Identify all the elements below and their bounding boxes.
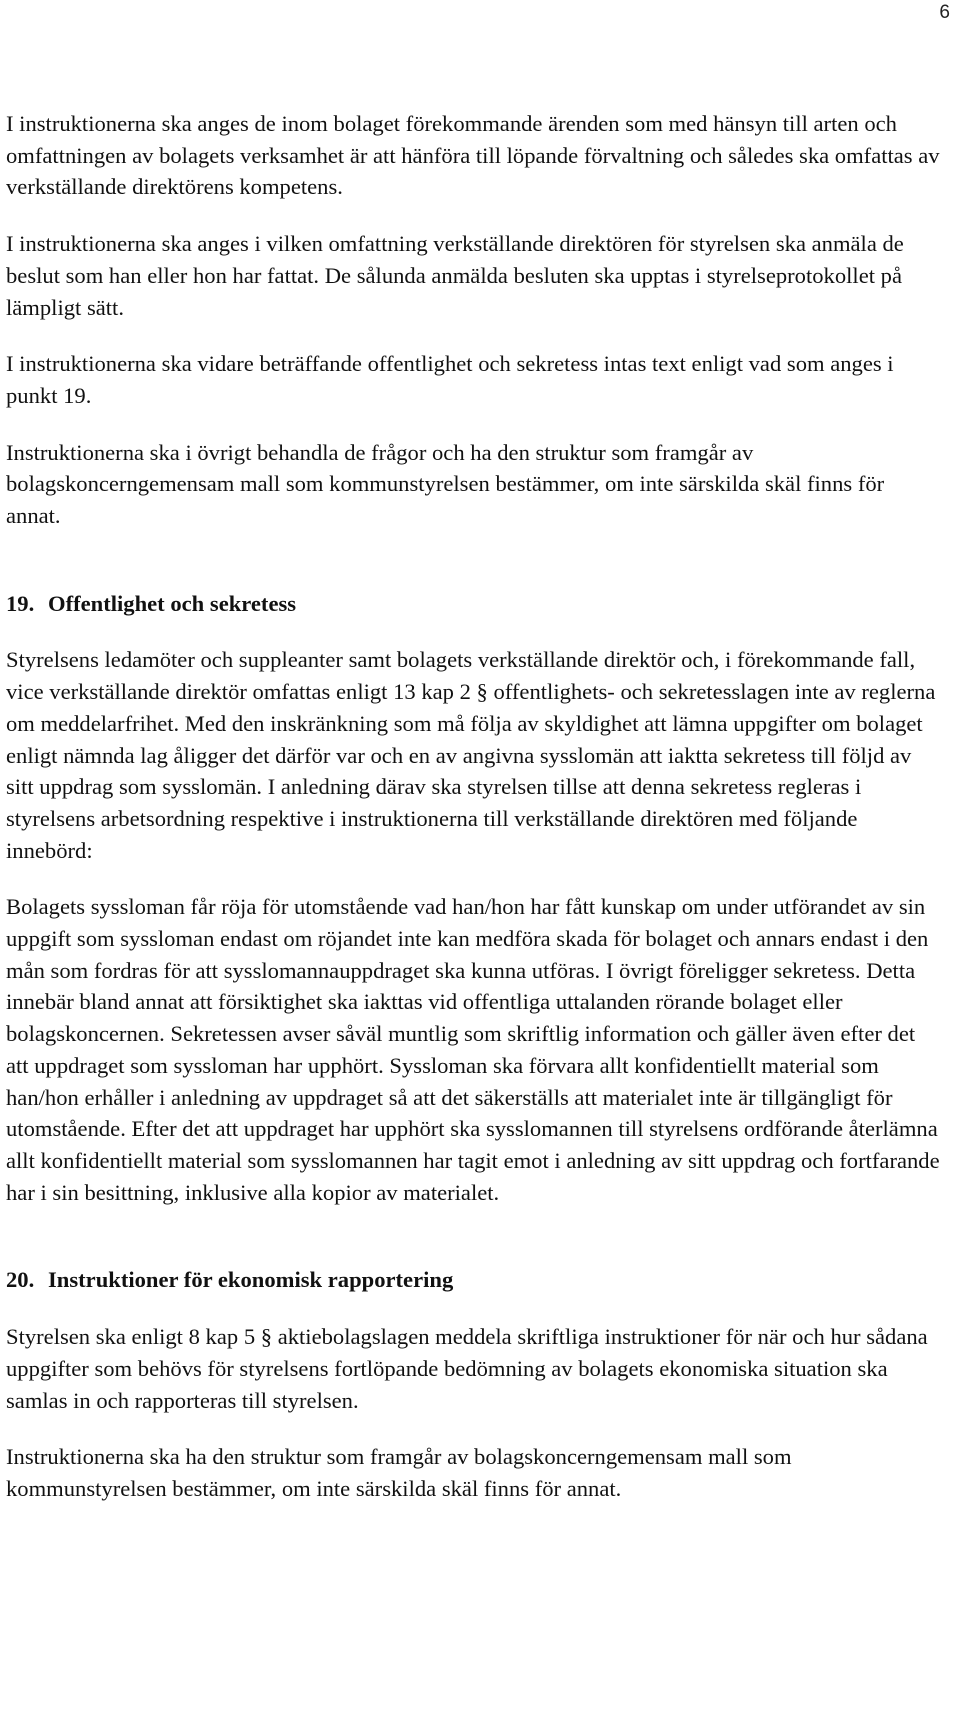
section-number: 20.	[6, 1267, 35, 1293]
paragraph: Instruktionerna ska ha den struktur som framgår av bolagskoncerngemensam mall som kommunstyrelsen bestämmer, om inte särskilda skäl finns för annat.	[6, 1444, 792, 1501]
section-number: 19.	[6, 590, 35, 616]
paragraph: Instruktionerna ska i övrigt behandla de frågor och ha den struktur som framgår av bolagskoncerngemensam mall som kommunstyrelsen bestämmer, om inte särskilda skäl finns för annat.	[6, 439, 885, 529]
paragraph: I instruktionerna ska anges i vilken omfattning verkställande direktören för styrelsen ska anmäla de beslut som han eller hon har fattat. De sålunda anmälda besluten ska upptas i styrelseprotokollet på lämpligt sätt.	[6, 231, 904, 320]
section-title: Offentlighet och sekretess	[48, 590, 297, 616]
page-number: 6	[939, 2, 950, 23]
section-title: Instruktioner för ekonomisk rapportering	[48, 1267, 454, 1293]
paragraph: Bolagets syssloman får röja för utomstående vad han/hon har fått kunskap om under utförandet av sin uppgift som syssloman endast om röjandet inte kan medföra skada för bolaget och annars endast i den mån som fordras för att sysslomannauppdraget ska kunna utföras. I övrigt föreligger sekretess. Detta innebär bland annat att försiktighet ska iakttas vid offentliga uttalanden rörande bolaget eller bolagskoncernen. Sekretessen avser såväl muntlig som skriftlig information och gäller även efter det att uppdraget som syssloman har upphört. Syssloman ska förvara allt konfidentiellt material som han/hon erhåller i anledning av uppdraget så att det säkerställs att materialet inte är tillgängligt för utomstående. Efter det att uppdraget har upphört ska sysslomannen till styrelsens ordförande återlämna allt konfidentiellt material som sysslomannen har tagit emot i anledning av sitt uppdrag och fortfarande har i sin besittning, inklusive alla kopior av materialet.	[6, 894, 940, 1205]
section-heading-19	[6, 588, 941, 620]
paragraph: Styrelsen ska enligt 8 kap 5 § aktiebolagslagen meddela skriftliga instruktioner för när och hur sådana uppgifter som behövs för styrelsens fortlöpande bedömning av bolagets ekonomiska situation ska samlas in och rapporteras till styrelsen.	[6, 1324, 928, 1413]
document-body	[6, 108, 941, 1505]
section-heading-20	[6, 1264, 941, 1296]
paragraph: I instruktionerna ska vidare beträffande offentlighet och sekretess intas text enligt vad som anges i punkt 19.	[6, 351, 894, 408]
paragraph: I instruktionerna ska anges de inom bolaget förekommande ärenden som med hänsyn till arten och omfattningen av bolagets verksamhet är att hänföra till löpande förvaltning och således ska omfattas av verkställande direktörens kompetens.	[6, 111, 940, 200]
paragraph: Styrelsens ledamöter och suppleanter samt bolagets verkställande direktör och, i förekommande fall, vice verkställande direktör omfattas enligt 13 kap 2 § offentlighets- och sekretesslagen inte av reglerna om meddelarfrihet. Med den inskränkning som må följa av skyldighet att lämna uppgifter om bolaget enligt nämnda lag åligger det därför var och en av angivna sysslomän att iaktta sekretess till följd av sitt uppdrag som sysslomän. I anledning därav ska styrelsen tillse att denna sekretess regleras i styrelsens arbetsordning respektive i instruktionerna till verkställande direktören med följande innebörd:	[6, 647, 936, 863]
